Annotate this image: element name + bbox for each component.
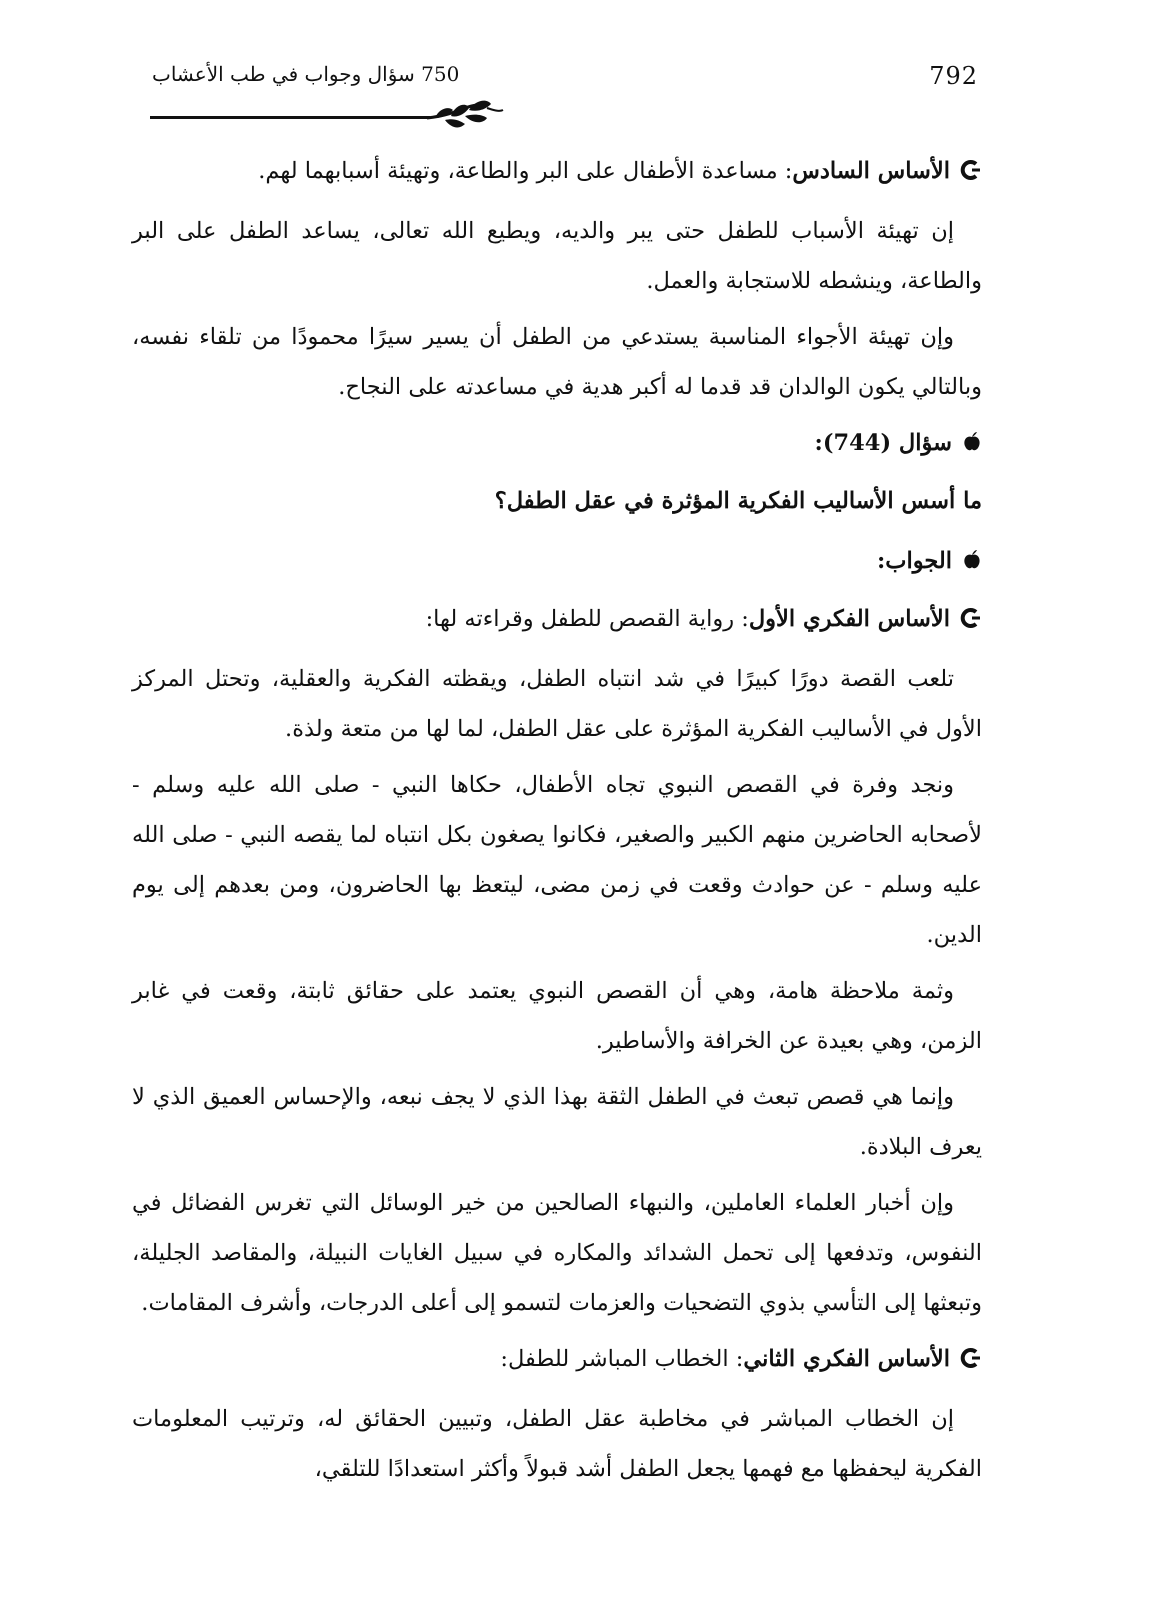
paragraph: وثمة ملاحظة هامة، وهي أن القصص النبوي يعتمد على حقائق ثابتة، وقعت في غابر الزمن، وهي بعيدة عن الخرافة والأساطير.: [132, 978, 982, 1054]
first-basis-title: : رواية القصص للطفل وقراءته لها:: [425, 606, 749, 632]
page-header: [150, 58, 980, 98]
second-basis-title: : الخطاب المباشر للطفل:: [500, 1346, 744, 1372]
page-number: 792: [929, 62, 978, 90]
answer-label: [132, 536, 982, 586]
paragraph: وإنما هي قصص تبعث في الطفل الثقة بهذا الذي لا يجف نبعه، والإحساس العميق الذي لا يعرف البلادة.: [132, 1084, 982, 1160]
paragraph: إن الخطاب المباشر في مخاطبة عقل الطفل، وتبيين الحقائق له، وترتيب المعلومات الفكرية ليحفظها مع فهمها يجعل الطفل أشد قبولاً وأكثر استعدادًا للتلقي،: [132, 1406, 982, 1482]
half-circle-arrow-icon: [960, 159, 982, 181]
second-basis-label: الأساس الفكري الثاني: [743, 1346, 950, 1372]
page-body: [132, 146, 982, 1500]
question-label: [132, 418, 982, 468]
half-circle-arrow-icon: [960, 1347, 982, 1369]
section-heading-second-basis: [132, 1334, 982, 1384]
paragraph: إن تهيئة الأسباب للطفل حتى يبر والديه، ويطيع الله تعالى، يساعد الطفل على البر والطاعة، وينشطه للاستجابة والعمل.: [132, 218, 982, 294]
paragraph: تلعب القصة دورًا كبيرًا في شد انتباه الطفل، ويقظته الفكرية والعقلية، وتحتل المركز الأول في الأساليب الفكرية المؤثرة على عقل الطفل، لما لها من متعة ولذة.: [132, 666, 982, 742]
paragraph: وإن تهيئة الأجواء المناسبة يستدعي من الطفل أن يسير سيرًا محمودًا من تلقاء نفسه، وبالتالي يكون الوالدان قد قدما له أكبر هدية في مساعدته على النجاح.: [132, 324, 982, 400]
paragraph: ونجد وفرة في القصص النبوي تجاه الأطفال، حكاها النبي - صلى الله عليه وسلم - لأصحابه الحاضرين منهم الكبير والصغير، فكانوا يصغون بكل انتباه لما يقصه النبي - صلى الله عليه وسلم - عن حوادث وقعت في زمن مضى، ليتعظ بها الحاضرون، ومن بعدهم إلى يوم الدين.: [132, 772, 982, 948]
paragraph: وإن أخبار العلماء العاملين، والنبهاء الصالحين من خير الوسائل التي تغرس الفضائل في النفوس، وتدفعها إلى تحمل الشدائد والمكاره في سبيل الغايات النبيلة، والمقاصد الجليلة، وتبعثها إلى التأسي بذوي التضحيات والعزمات لتسمو إلى أعلى الدرجات، وأشرف المقامات.: [132, 1190, 982, 1316]
sixth-basis-label: الأساس السادس: [792, 158, 950, 184]
answer-text: الجواب:: [877, 548, 952, 574]
first-basis-label: الأساس الفكري الأول: [748, 606, 950, 632]
floral-ornament-icon: [425, 98, 505, 134]
apple-leaf-icon: [962, 431, 982, 453]
section-heading-sixth-basis: [132, 146, 982, 196]
book-title: 750 سؤال وجواب في طب الأعشاب: [152, 62, 460, 86]
half-circle-arrow-icon: [960, 607, 982, 629]
question-number: سؤال (744):: [814, 430, 952, 456]
sixth-basis-title: : مساعدة الأطفال على البر والطاعة، وتهيئة أسبابهما لهم.: [258, 158, 793, 184]
section-heading-first-basis: [132, 594, 982, 644]
question-text: ما أسس الأساليب الفكرية المؤثرة في عقل الطفل؟: [494, 488, 982, 514]
apple-leaf-icon: [962, 549, 982, 571]
header-rule: [150, 116, 430, 119]
